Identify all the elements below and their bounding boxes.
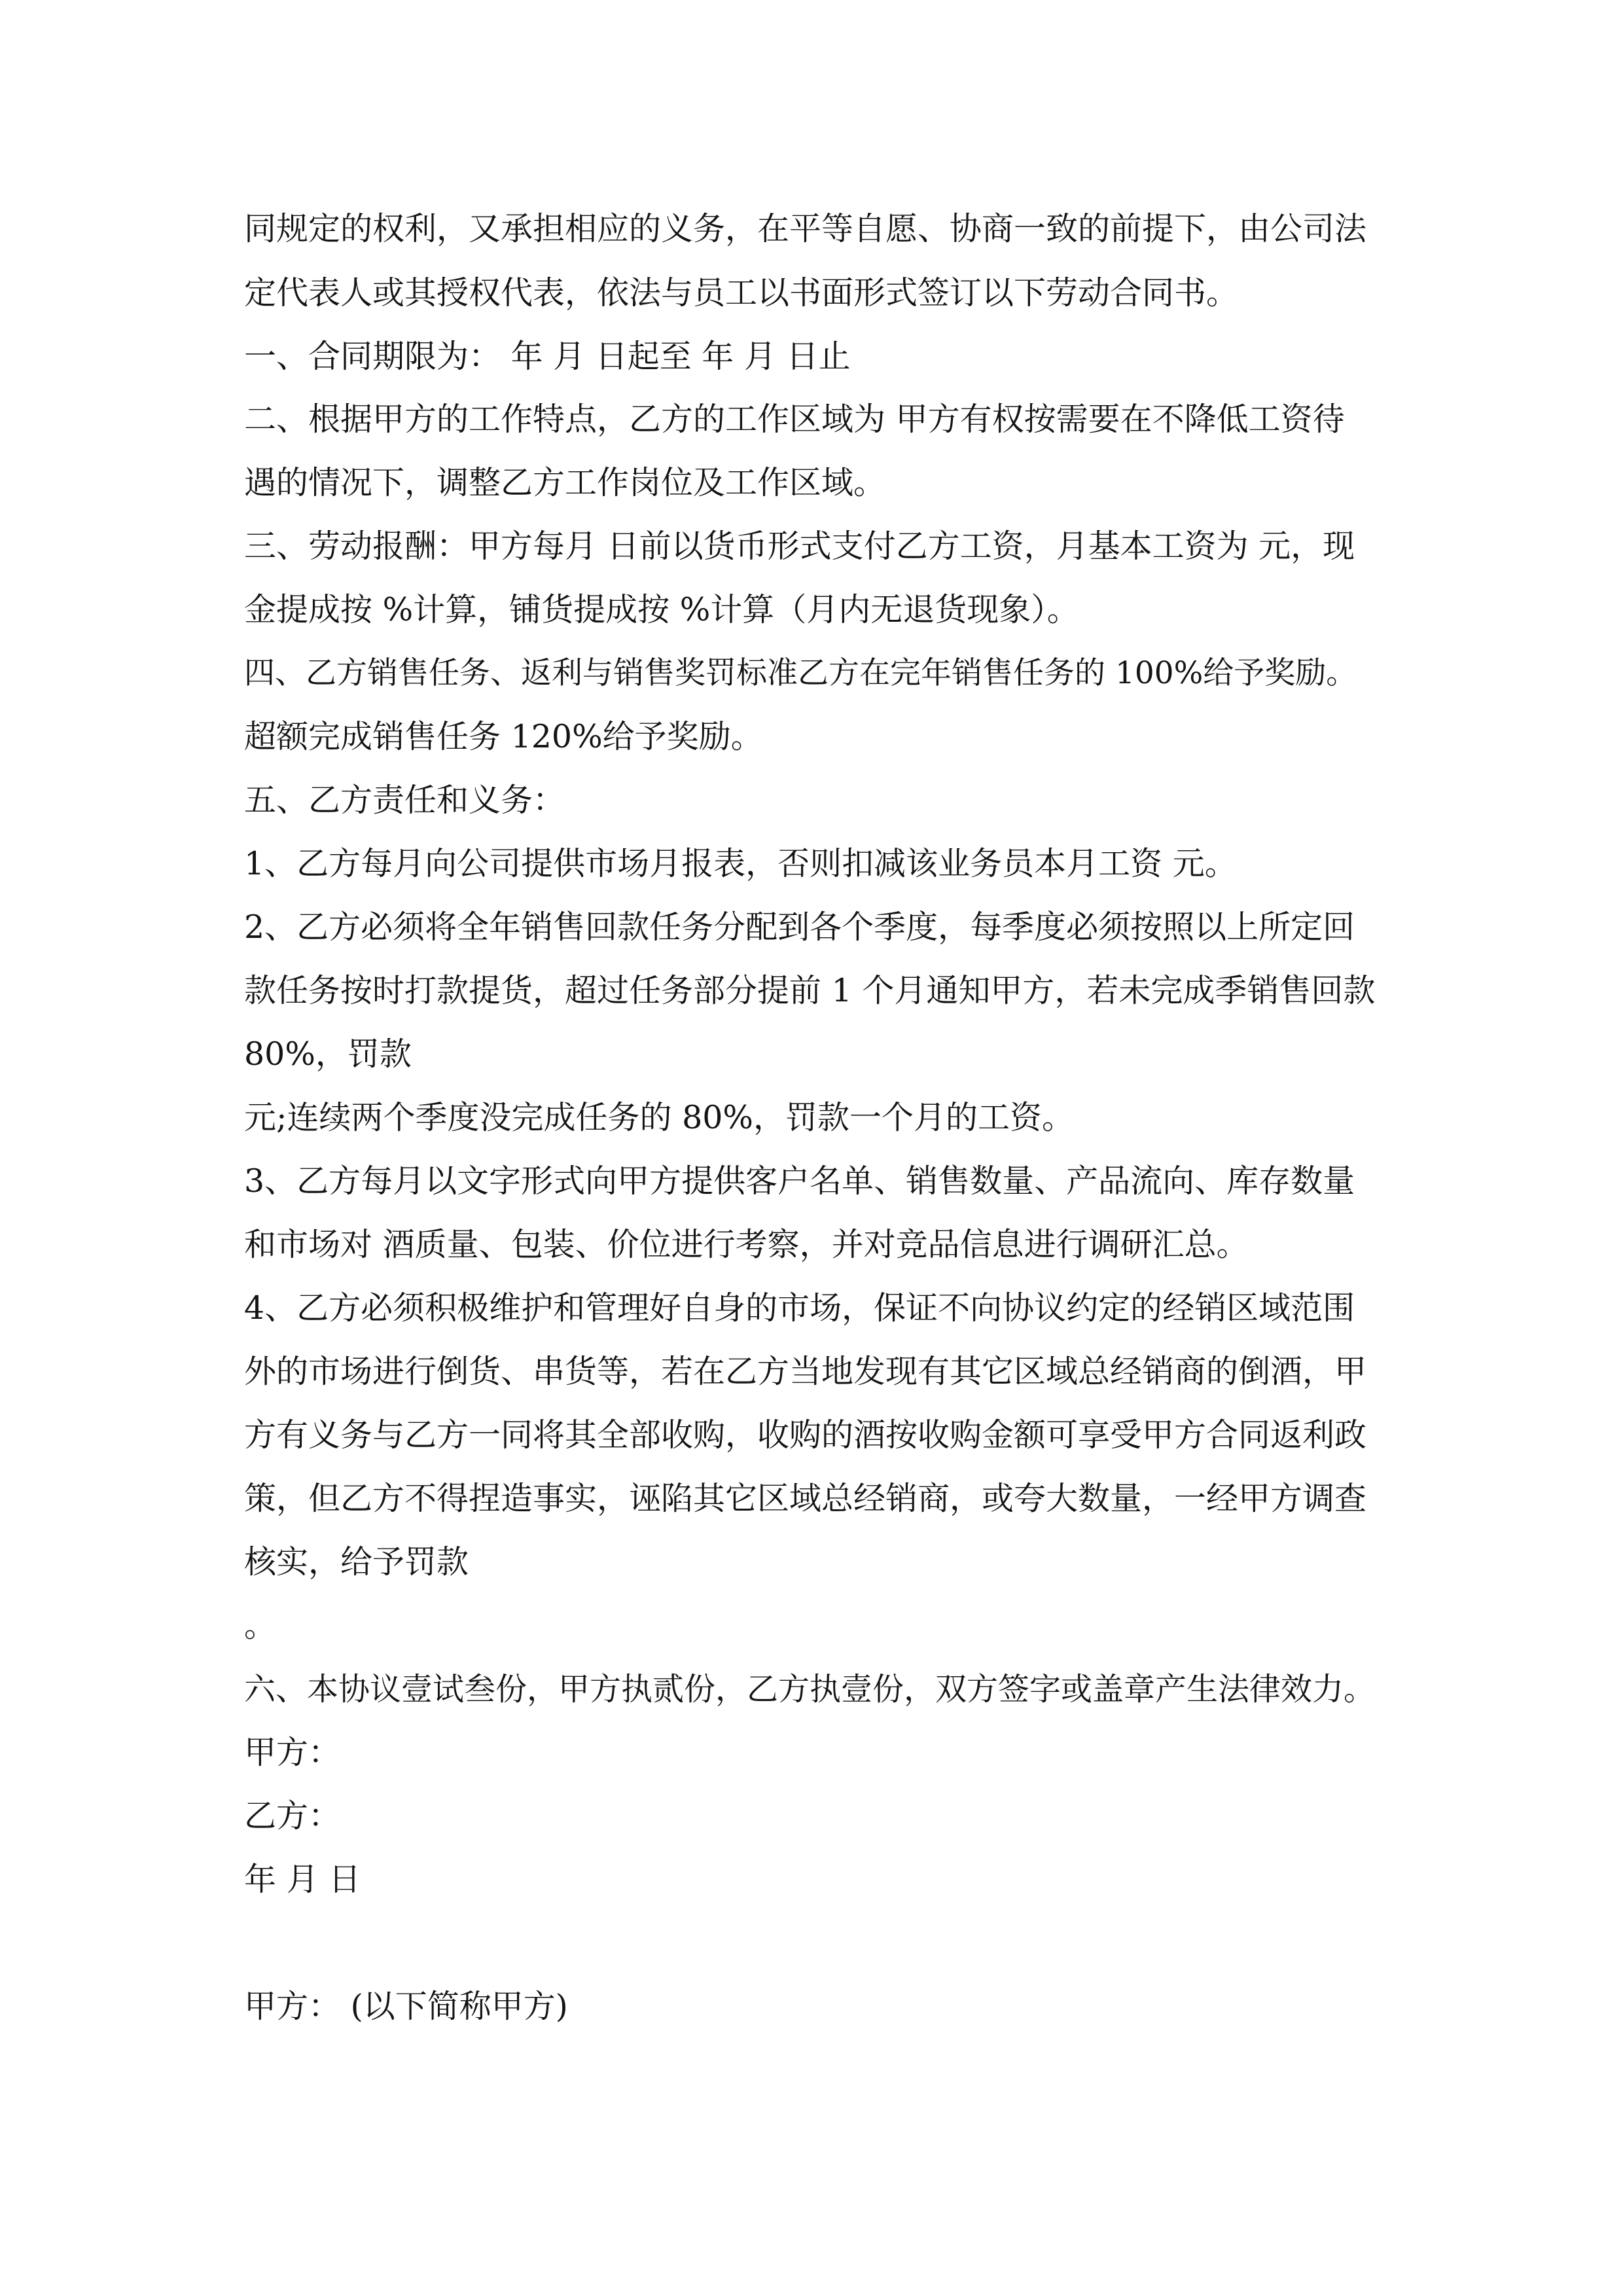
clause-item-3: 3、乙方每月以文字形式向甲方提供客户名单、销售数量、产品流向、库存数量 bbox=[244, 1162, 1355, 1200]
body-text-line: 定代表人或其授权代表，依法与员工以书面形式签订以下劳动合同书。 bbox=[244, 274, 1239, 312]
body-text-line: 策，但乙方不得捏造事实，诬陷其它区域总经销商，或夸大数量，一经甲方调查 bbox=[244, 1480, 1367, 1517]
body-text-line: 遇的情况下，调整乙方工作岗位及工作区域。 bbox=[244, 464, 886, 501]
body-text-line: 方有义务与乙方一同将其全部收购，收购的酒按收购金额可享受甲方合同返利政 bbox=[244, 1416, 1367, 1454]
party-a-signature-label: 甲方： bbox=[244, 1734, 341, 1771]
party-b-signature-label: 乙方： bbox=[244, 1797, 341, 1835]
party-a-heading: 甲方： (以下简称甲方) bbox=[244, 1988, 568, 2025]
clause-item-1: 1、乙方每月向公司提供市场月报表，否则扣减该业务员本月工资 元。 bbox=[244, 845, 1237, 882]
body-text-line: 外的市场进行倒货、串货等，若在乙方当地发现有其它区域总经销商的倒酒，甲 bbox=[244, 1353, 1367, 1390]
sales-target-line: 四、乙方销售任务、返利与销售奖罚标准乙方在完年销售任务的 100%给予奖励。 bbox=[244, 655, 1357, 691]
signature-date: 年 月 日 bbox=[244, 1861, 361, 1898]
clause-item-2: 2、乙方必须将全年销售回款任务分配到各个季度，每季度必须按照以上所定回 bbox=[244, 908, 1355, 946]
contract-term-line: 一、合同期限为： 年 月 日起至 年 月 日止 bbox=[244, 338, 851, 375]
remuneration-line: 三、劳动报酬：甲方每月 日前以货币形式支付乙方工资，月基本工资为 元，现 bbox=[244, 528, 1355, 565]
body-text-line: 款任务按时打款提货，超过任务部分提前 1 个月通知甲方，若未完成季销售回款 bbox=[244, 972, 1376, 1009]
clause-item-4: 4、乙方必须积极维护和管理好自身的市场，保证不向协议约定的经销区域范围 bbox=[244, 1289, 1355, 1327]
body-text-line: 核实，给予罚款 bbox=[244, 1543, 469, 1581]
body-text-line: 超额完成销售任务 120%给予奖励。 bbox=[244, 718, 763, 755]
body-text-line: 元;连续两个季度没完成任务的 80%，罚款一个月的工资。 bbox=[244, 1099, 1074, 1136]
effectiveness-clause: 六、本协议壹试叁份，甲方执贰份，乙方执壹份，双方签字或盖章产生法律效力。 bbox=[244, 1671, 1376, 1708]
body-text-line: 同规定的权利，又承担相应的义务，在平等自愿、协商一致的前提下，由公司法 bbox=[244, 210, 1367, 247]
body-text-line: 80%，罚款 bbox=[244, 1035, 412, 1073]
body-text-line: 和市场对 酒质量、包装、价位进行考察，并对竞品信息进行调研汇总。 bbox=[244, 1226, 1249, 1263]
body-text-line: 。 bbox=[244, 1607, 277, 1644]
section-heading: 五、乙方责任和义务： bbox=[244, 781, 565, 819]
work-area-line: 二、根据甲方的工作特点，乙方的工作区域为 甲方有权按需要在不降低工资待 bbox=[244, 401, 1345, 438]
body-text-line: 金提成按 %计算，铺货提成按 %计算（月内无退货现象）。 bbox=[244, 591, 1079, 628]
